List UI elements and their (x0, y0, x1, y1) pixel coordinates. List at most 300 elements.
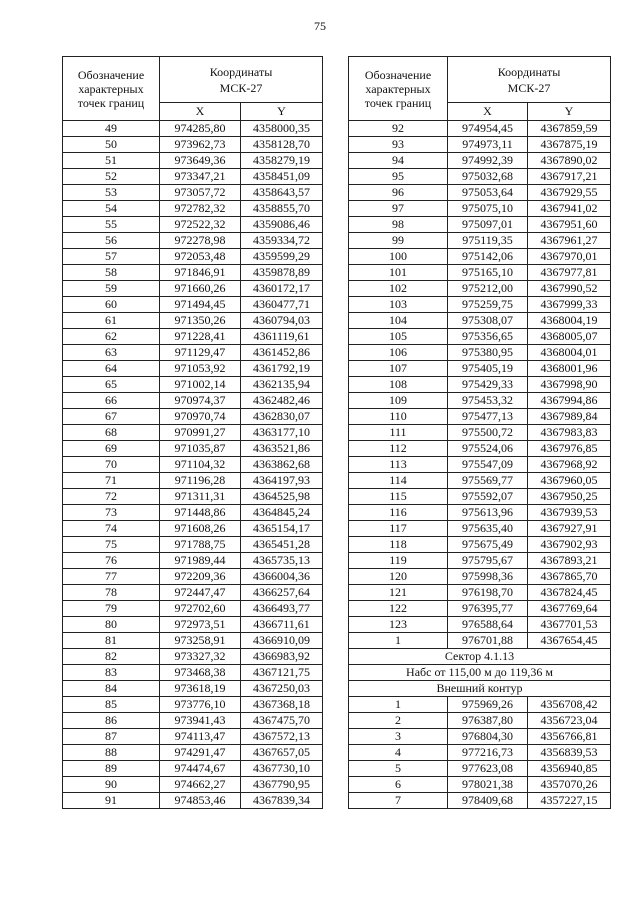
point-number-cell: 123 (349, 617, 448, 633)
x-coordinate-cell: 975053,64 (448, 185, 528, 201)
x-coordinate-cell: 976588,64 (448, 617, 528, 633)
y-coordinate-cell: 4362135,94 (241, 377, 323, 393)
x-coordinate-cell: 975075,10 (448, 201, 528, 217)
section-header-block (349, 649, 611, 697)
point-number-cell: 72 (63, 489, 160, 505)
table-row (349, 217, 611, 233)
table-row (349, 585, 611, 601)
y-coordinate-cell: 4361119,61 (241, 329, 323, 345)
y-coordinate-cell: 4367475,70 (241, 713, 323, 729)
y-coordinate-cell: 4367769,64 (528, 601, 611, 617)
x-coordinate-cell: 975429,33 (448, 377, 528, 393)
table-row (63, 409, 323, 425)
table-row (349, 633, 611, 649)
x-coordinate-cell: 975569,77 (448, 473, 528, 489)
y-coordinate-cell: 4367790,95 (241, 777, 323, 793)
x-coordinate-cell: 972278,98 (160, 233, 241, 249)
table-row (349, 185, 611, 201)
point-number-cell: 81 (63, 633, 160, 649)
point-number-cell: 106 (349, 345, 448, 361)
point-number-cell: 84 (63, 681, 160, 697)
y-coordinate-cell: 4361792,19 (241, 361, 323, 377)
point-number-cell: 86 (63, 713, 160, 729)
x-coordinate-cell: 975477,13 (448, 409, 528, 425)
point-number-cell: 117 (349, 521, 448, 537)
point-number-cell: 61 (63, 313, 160, 329)
table-row (63, 633, 323, 649)
table-row (63, 233, 323, 249)
point-number-cell: 52 (63, 169, 160, 185)
y-coordinate-cell: 4367983,83 (528, 425, 611, 441)
y-coordinate-cell: 4364197,93 (241, 473, 323, 489)
point-number-cell: 60 (63, 297, 160, 313)
x-coordinate-cell: 973776,10 (160, 697, 241, 713)
y-coordinate-cell: 4367951,60 (528, 217, 611, 233)
right-table-body (349, 121, 611, 649)
table-row (349, 745, 611, 761)
point-number-cell: 74 (63, 521, 160, 537)
designation-header-line: характерных (365, 81, 431, 96)
x-coordinate-cell: 970974,37 (160, 393, 241, 409)
point-number-cell: 90 (63, 777, 160, 793)
table-row (349, 793, 611, 809)
table-row (349, 345, 611, 361)
x-coordinate-cell: 975405,19 (448, 361, 528, 377)
point-number-cell: 120 (349, 569, 448, 585)
y-coordinate-cell: 4363521,86 (241, 441, 323, 457)
y-coordinate-cell: 4367998,90 (528, 377, 611, 393)
y-coordinate-cell: 4366257,64 (241, 585, 323, 601)
coordinates-header-line: Координаты (209, 64, 273, 79)
y-coordinate-cell: 4361452,86 (241, 345, 323, 361)
point-number-cell: 80 (63, 617, 160, 633)
designation-header-line: Обозначение (77, 67, 145, 82)
x-coordinate-cell: 975212,00 (448, 281, 528, 297)
table-row (63, 697, 323, 713)
point-number-cell: 115 (349, 489, 448, 505)
table-row (349, 153, 611, 169)
y-coordinate-cell: 4357227,15 (528, 793, 611, 809)
table-row (63, 665, 323, 681)
coordinates-table-right (348, 56, 611, 809)
y-coordinate-cell: 4356839,53 (528, 745, 611, 761)
point-number-cell: 107 (349, 361, 448, 377)
y-coordinate-cell: 4356766,81 (528, 729, 611, 745)
x-coordinate-cell: 974853,46 (160, 793, 241, 809)
x-coordinate-cell: 971002,14 (160, 377, 241, 393)
point-number-cell: 55 (63, 217, 160, 233)
table-row (63, 441, 323, 457)
table-row (63, 201, 323, 217)
table-row (349, 521, 611, 537)
y-coordinate-cell: 4366983,92 (241, 649, 323, 665)
table-row (63, 377, 323, 393)
x-coordinate-cell: 970991,27 (160, 425, 241, 441)
table-row (349, 313, 611, 329)
coordinates-header-line: Координаты (497, 64, 561, 79)
y-coordinate-cell: 4367927,91 (528, 521, 611, 537)
x-coordinate-cell: 971350,26 (160, 313, 241, 329)
table-row (349, 169, 611, 185)
table-row (63, 553, 323, 569)
y-coordinate-cell: 4359334,72 (241, 233, 323, 249)
table-row (349, 297, 611, 313)
point-number-cell: 63 (63, 345, 160, 361)
point-number-cell: 104 (349, 313, 448, 329)
x-coordinate-cell: 975119,35 (448, 233, 528, 249)
y-coordinate-cell: 4367250,03 (241, 681, 323, 697)
x-coordinate-cell: 974291,47 (160, 745, 241, 761)
table-row (349, 249, 611, 265)
y-coordinate-cell: 4367989,84 (528, 409, 611, 425)
table-row (63, 489, 323, 505)
x-coordinate-cell: 975795,67 (448, 553, 528, 569)
coordinates-header-line: МСК-27 (507, 80, 551, 95)
point-number-cell: 114 (349, 473, 448, 489)
page-number: 75 (314, 19, 326, 33)
y-coordinate-cell: 4360477,71 (241, 297, 323, 313)
point-number-cell: 57 (63, 249, 160, 265)
point-number-cell: 98 (349, 217, 448, 233)
x-coordinate-cell: 973649,36 (160, 153, 241, 169)
y-coordinate-cell: 4367929,55 (528, 185, 611, 201)
x-coordinate-cell: 975356,65 (448, 329, 528, 345)
point-number-cell: 2 (349, 713, 448, 729)
y-coordinate-cell: 4367968,92 (528, 457, 611, 473)
x-coordinate-cell: 975380,95 (448, 345, 528, 361)
y-coordinate-cell: 4367890,02 (528, 153, 611, 169)
table-row (63, 297, 323, 313)
table-row (349, 537, 611, 553)
y-coordinate-cell: 4367730,10 (241, 761, 323, 777)
table-row (63, 793, 323, 809)
y-coordinate-cell: 4362482,46 (241, 393, 323, 409)
point-number-cell: 54 (63, 201, 160, 217)
table-row (349, 473, 611, 489)
y-coordinate-cell: 4359086,46 (241, 217, 323, 233)
table-row (63, 393, 323, 409)
table-row (349, 505, 611, 521)
y-coordinate-cell: 4367875,19 (528, 137, 611, 153)
point-number-cell: 77 (63, 569, 160, 585)
y-coordinate-cell: 4356708,42 (528, 697, 611, 713)
table-row (63, 745, 323, 761)
designation-header (349, 57, 448, 121)
x-coordinate-cell: 976387,80 (448, 713, 528, 729)
section-title: Сектор 4.1.13 (349, 649, 611, 665)
y-coordinate-cell: 4367654,45 (528, 633, 611, 649)
table-row (349, 425, 611, 441)
table-row (63, 777, 323, 793)
x-coordinate-cell: 972209,36 (160, 569, 241, 585)
x-coordinate-cell: 975998,36 (448, 569, 528, 585)
table-row (63, 505, 323, 521)
y-coordinate-cell: 4364845,24 (241, 505, 323, 521)
table-row (349, 281, 611, 297)
x-coordinate-cell: 971788,75 (160, 537, 241, 553)
point-number-cell: 97 (349, 201, 448, 217)
point-number-cell: 95 (349, 169, 448, 185)
y-coordinate-cell: 4358643,57 (241, 185, 323, 201)
x-coordinate-cell: 973258,91 (160, 633, 241, 649)
point-number-cell: 94 (349, 153, 448, 169)
point-number-cell: 83 (63, 665, 160, 681)
table-row (349, 201, 611, 217)
x-coordinate-cell: 975547,09 (448, 457, 528, 473)
coordinates-header-line: МСК-27 (219, 80, 263, 95)
x-coordinate-cell: 974113,47 (160, 729, 241, 745)
point-number-cell: 122 (349, 601, 448, 617)
table-row (349, 697, 611, 713)
y-coordinate-cell: 4366004,36 (241, 569, 323, 585)
point-number-cell: 53 (63, 185, 160, 201)
y-coordinate-cell: 4368001,96 (528, 361, 611, 377)
y-coordinate-cell: 4367990,52 (528, 281, 611, 297)
x-coordinate-cell: 977216,73 (448, 745, 528, 761)
designation-header-line: Обозначение (364, 67, 432, 82)
designation-header-line: точек границ (364, 95, 432, 110)
point-number-cell: 3 (349, 729, 448, 745)
table-row (349, 393, 611, 409)
point-number-cell: 105 (349, 329, 448, 345)
y-coordinate-cell: 4368004,01 (528, 345, 611, 361)
table-row (63, 249, 323, 265)
table-row (349, 777, 611, 793)
y-coordinate-cell: 4363862,68 (241, 457, 323, 473)
y-coordinate-cell: 4358279,19 (241, 153, 323, 169)
point-number-cell: 49 (63, 121, 160, 137)
table-row (63, 265, 323, 281)
y-coordinate-cell: 4367976,85 (528, 441, 611, 457)
x-coordinate-cell: 975453,32 (448, 393, 528, 409)
y-coordinate-cell: 4356723,04 (528, 713, 611, 729)
x-coordinate-cell: 970970,74 (160, 409, 241, 425)
x-coordinate-cell: 971494,45 (160, 297, 241, 313)
table-row (349, 601, 611, 617)
y-coordinate-cell: 4366910,09 (241, 633, 323, 649)
table-row (63, 601, 323, 617)
x-coordinate-cell: 976395,77 (448, 601, 528, 617)
table-row (63, 585, 323, 601)
x-coordinate-cell: 975165,10 (448, 265, 528, 281)
point-number-cell: 100 (349, 249, 448, 265)
y-coordinate-cell: 4359599,29 (241, 249, 323, 265)
point-number-cell: 51 (63, 153, 160, 169)
point-number-cell: 119 (349, 553, 448, 569)
point-number-cell: 116 (349, 505, 448, 521)
section-contour-row (349, 681, 611, 697)
section-height-range: Набс от 115,00 м до 119,36 м (349, 665, 611, 681)
x-coordinate-cell: 976701,88 (448, 633, 528, 649)
table-row (63, 681, 323, 697)
point-number-cell: 93 (349, 137, 448, 153)
table-row (63, 217, 323, 233)
table-row (349, 553, 611, 569)
table-row (63, 649, 323, 665)
point-number-cell: 66 (63, 393, 160, 409)
y-coordinate-cell: 4367977,81 (528, 265, 611, 281)
y-coordinate-cell: 4368005,07 (528, 329, 611, 345)
table-row (63, 537, 323, 553)
table-row (63, 425, 323, 441)
y-coordinate-cell: 4367701,53 (528, 617, 611, 633)
x-coordinate-cell: 971448,86 (160, 505, 241, 521)
y-coordinate-cell: 4367893,21 (528, 553, 611, 569)
table-row (349, 441, 611, 457)
y-coordinate-cell: 4363177,10 (241, 425, 323, 441)
section-title-row (349, 649, 611, 665)
x-coordinate-cell: 974973,11 (448, 137, 528, 153)
x-coordinate-cell: 976198,70 (448, 585, 528, 601)
x-coordinate-cell: 971035,87 (160, 441, 241, 457)
point-number-cell: 92 (349, 121, 448, 137)
point-number-cell: 82 (63, 649, 160, 665)
table-row (63, 137, 323, 153)
x-coordinate-cell: 972522,32 (160, 217, 241, 233)
y-column-header: Y (241, 103, 323, 121)
point-number-cell: 5 (349, 761, 448, 777)
y-coordinate-cell: 4358128,70 (241, 137, 323, 153)
y-coordinate-cell: 4367865,70 (528, 569, 611, 585)
table-row (63, 761, 323, 777)
y-coordinate-cell: 4364525,98 (241, 489, 323, 505)
x-coordinate-cell: 974954,45 (448, 121, 528, 137)
table-row (63, 153, 323, 169)
point-number-cell: 69 (63, 441, 160, 457)
table-row (349, 457, 611, 473)
y-coordinate-cell: 4358451,09 (241, 169, 323, 185)
table-row (349, 489, 611, 505)
x-coordinate-cell: 971846,91 (160, 265, 241, 281)
y-column-header: Y (528, 103, 611, 121)
point-number-cell: 118 (349, 537, 448, 553)
x-coordinate-cell: 974992,39 (448, 153, 528, 169)
x-coordinate-cell: 972447,47 (160, 585, 241, 601)
x-coordinate-cell: 971608,26 (160, 521, 241, 537)
x-coordinate-cell: 975308,07 (448, 313, 528, 329)
y-coordinate-cell: 4358000,35 (241, 121, 323, 137)
section-contour: Внешний контур (349, 681, 611, 697)
x-coordinate-cell: 971989,44 (160, 553, 241, 569)
point-number-cell: 56 (63, 233, 160, 249)
left-table-body (63, 121, 323, 809)
designation-header-line: характерных (78, 81, 144, 96)
table-row (349, 761, 611, 777)
coordinates-header (448, 57, 611, 103)
y-coordinate-cell: 4366493,77 (241, 601, 323, 617)
x-coordinate-cell: 975524,06 (448, 441, 528, 457)
table-row (63, 169, 323, 185)
y-coordinate-cell: 4367961,27 (528, 233, 611, 249)
x-coordinate-cell: 973327,32 (160, 649, 241, 665)
x-coordinate-cell: 975032,68 (448, 169, 528, 185)
x-coordinate-cell: 973057,72 (160, 185, 241, 201)
y-coordinate-cell: 4367902,93 (528, 537, 611, 553)
y-coordinate-cell: 4365154,17 (241, 521, 323, 537)
y-coordinate-cell: 4367994,86 (528, 393, 611, 409)
table-row (63, 457, 323, 473)
table-row (63, 329, 323, 345)
y-coordinate-cell: 4358855,70 (241, 201, 323, 217)
point-number-cell: 102 (349, 281, 448, 297)
table-row (63, 713, 323, 729)
x-coordinate-cell: 972053,48 (160, 249, 241, 265)
x-coordinate-cell: 978021,38 (448, 777, 528, 793)
table-row (63, 521, 323, 537)
y-coordinate-cell: 4367368,18 (241, 697, 323, 713)
table-row (349, 713, 611, 729)
x-coordinate-cell: 974474,67 (160, 761, 241, 777)
y-coordinate-cell: 4367941,02 (528, 201, 611, 217)
point-number-cell: 64 (63, 361, 160, 377)
point-number-cell: 70 (63, 457, 160, 473)
x-coordinate-cell: 975592,07 (448, 489, 528, 505)
x-coordinate-cell: 972973,51 (160, 617, 241, 633)
point-number-cell: 6 (349, 777, 448, 793)
point-number-cell: 79 (63, 601, 160, 617)
x-coordinate-cell: 975097,01 (448, 217, 528, 233)
x-coordinate-cell: 973347,21 (160, 169, 241, 185)
table-row (349, 569, 611, 585)
x-column-header: X (160, 103, 241, 121)
table-row (63, 121, 323, 137)
table-row (349, 265, 611, 281)
point-number-cell: 4 (349, 745, 448, 761)
point-number-cell: 7 (349, 793, 448, 809)
x-coordinate-cell: 978409,68 (448, 793, 528, 809)
x-coordinate-cell: 971129,47 (160, 345, 241, 361)
point-number-cell: 50 (63, 137, 160, 153)
x-coordinate-cell: 974662,27 (160, 777, 241, 793)
table-row (63, 729, 323, 745)
x-coordinate-cell: 975142,06 (448, 249, 528, 265)
point-number-cell: 67 (63, 409, 160, 425)
x-coordinate-cell: 973468,38 (160, 665, 241, 681)
table-row (349, 409, 611, 425)
point-number-cell: 71 (63, 473, 160, 489)
table-row (349, 137, 611, 153)
point-number-cell: 73 (63, 505, 160, 521)
table-row (63, 361, 323, 377)
y-coordinate-cell: 4367839,34 (241, 793, 323, 809)
y-coordinate-cell: 4356940,85 (528, 761, 611, 777)
point-number-cell: 62 (63, 329, 160, 345)
y-coordinate-cell: 4367999,33 (528, 297, 611, 313)
x-coordinate-cell: 976804,30 (448, 729, 528, 745)
designation-header (63, 57, 160, 121)
table-row (349, 121, 611, 137)
point-number-cell: 85 (63, 697, 160, 713)
x-coordinate-cell: 971104,32 (160, 457, 241, 473)
point-number-cell: 58 (63, 265, 160, 281)
y-coordinate-cell: 4367859,59 (528, 121, 611, 137)
point-number-cell: 76 (63, 553, 160, 569)
coordinates-table-left (62, 56, 323, 809)
point-number-cell: 111 (349, 425, 448, 441)
y-coordinate-cell: 4359878,89 (241, 265, 323, 281)
x-coordinate-cell: 975259,75 (448, 297, 528, 313)
x-coordinate-cell: 975635,40 (448, 521, 528, 537)
y-coordinate-cell: 4367939,53 (528, 505, 611, 521)
point-number-cell: 112 (349, 441, 448, 457)
point-number-cell: 121 (349, 585, 448, 601)
point-number-cell: 1 (349, 697, 448, 713)
table-row (63, 617, 323, 633)
coordinates-header (160, 57, 323, 103)
x-coordinate-cell: 973618,19 (160, 681, 241, 697)
table-row (63, 185, 323, 201)
point-number-cell: 108 (349, 377, 448, 393)
